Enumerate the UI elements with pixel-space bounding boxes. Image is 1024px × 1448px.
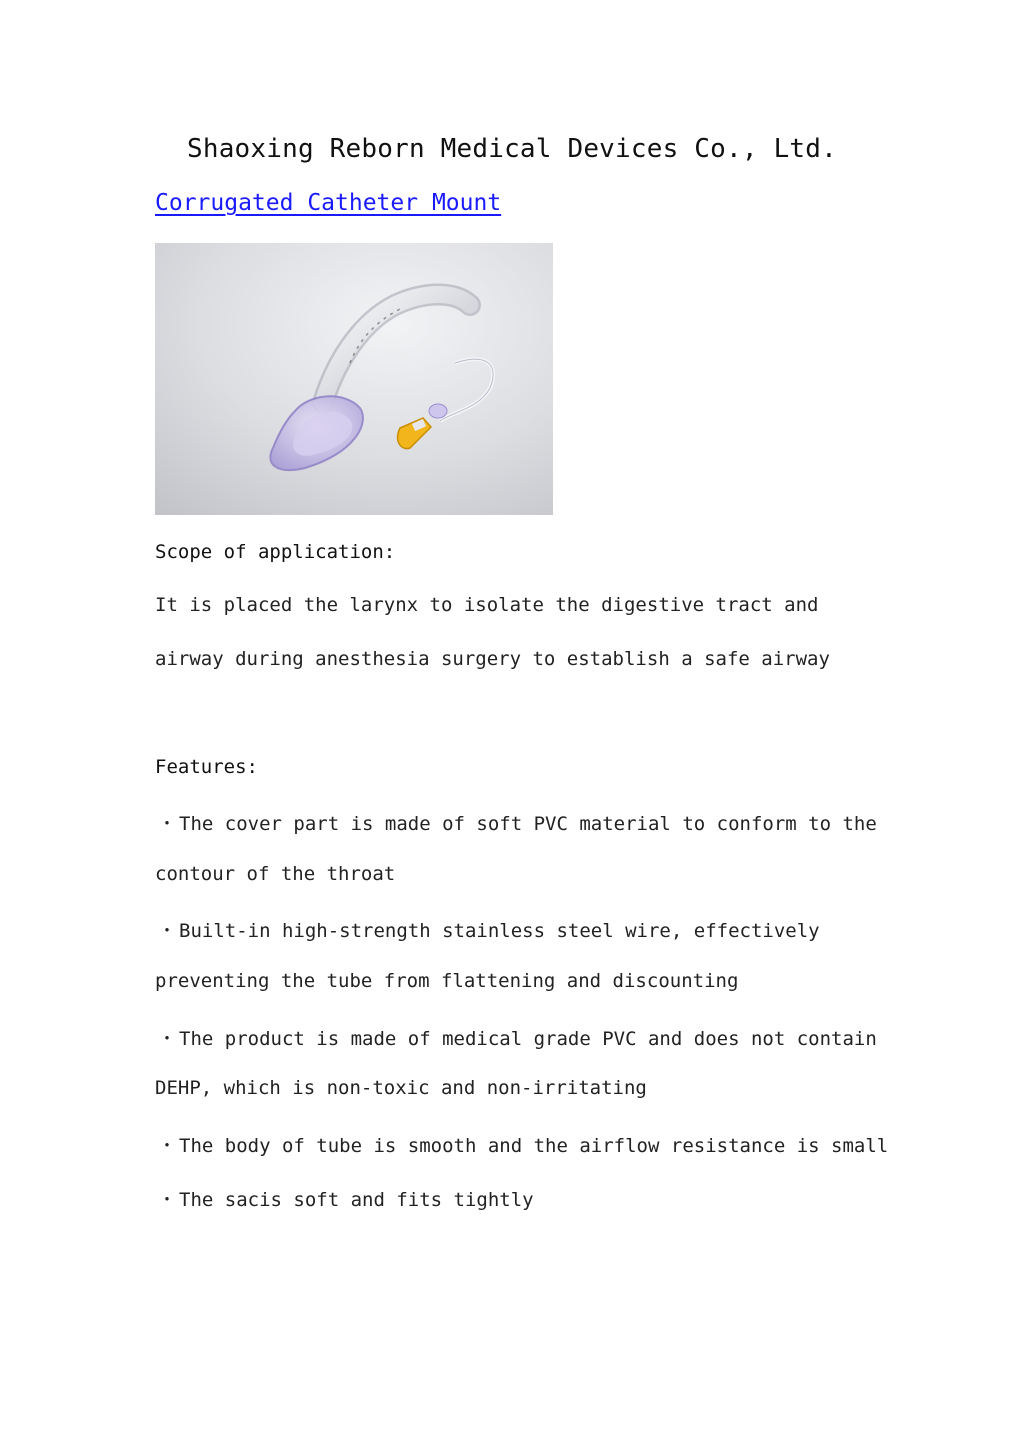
feature-text-continued: contour of the throat [155,863,396,885]
feature-text: The sacis soft and fits tightly [179,1189,534,1211]
feature-item [155,809,877,836]
product-photo [155,243,553,515]
scope-heading: Scope of application: [155,541,396,563]
features-heading: Features: [155,756,258,778]
feature-text-continued: DEHP, which is non-toxic and non-irritating [155,1077,647,1099]
scope-line: airway during anesthesia surgery to establish a safe airway [155,648,830,670]
feature-item [155,1131,888,1158]
bullet-icon: ・ [157,1189,177,1211]
feature-text: Built-in high-strength stainless steel wire, effectively [179,920,820,942]
bullet-icon: ・ [157,1135,177,1157]
feature-text-continued: preventing the tube from flattening and discounting [155,970,739,992]
company-title: Shaoxing Reborn Medical Devices Co., Ltd. [187,134,837,164]
feature-text: The product is made of medical grade PVC and does not contain [179,1028,877,1050]
feature-item [155,1185,534,1212]
bullet-icon: ・ [157,920,177,942]
scope-line: It is placed the larynx to isolate the digestive tract and [155,594,819,616]
bullet-icon: ・ [157,1028,177,1050]
feature-text: The cover part is made of soft PVC material to conform to the [179,813,877,835]
feature-item [155,1024,877,1051]
laryngeal-mask-icon [155,243,553,515]
bullet-icon: ・ [157,813,177,835]
feature-text: The body of tube is smooth and the airflow resistance is small [179,1135,889,1157]
feature-item [155,916,820,943]
product-link[interactable]: Corrugated Catheter Mount [155,190,502,216]
